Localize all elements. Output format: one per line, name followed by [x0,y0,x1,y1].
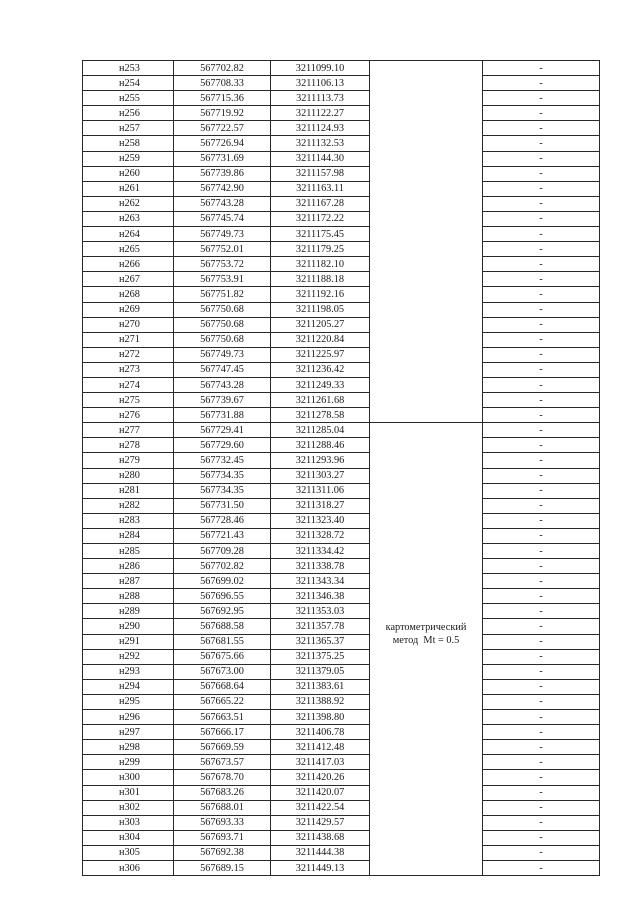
note-cell: - [483,347,600,362]
y-coordinate-cell: 3211388.92 [271,694,370,709]
table-row [83,694,600,709]
x-coordinate-cell: 567688.01 [174,800,271,815]
y-coordinate-cell: 3211406.78 [271,725,370,740]
y-coordinate-cell: 3211192.16 [271,287,370,302]
note-cell: - [483,91,600,106]
y-coordinate-cell: 3211365.37 [271,634,370,649]
table-row [83,830,600,845]
coordinates-table-sheet [82,60,599,876]
y-coordinate-cell: 3211375.25 [271,649,370,664]
table-row [83,166,600,181]
table-row [83,755,600,770]
x-coordinate-cell: 567739.86 [174,166,271,181]
table-row [83,544,600,559]
point-name-cell: н304 [83,830,174,845]
note-cell: - [483,679,600,694]
table-row [83,257,600,272]
note-cell: - [483,106,600,121]
table-row [83,860,600,875]
x-coordinate-cell: 567750.68 [174,317,271,332]
y-coordinate-cell: 3211383.61 [271,679,370,694]
table-row [83,725,600,740]
point-name-cell: н284 [83,528,174,543]
table-row [83,347,600,362]
point-name-cell: н278 [83,438,174,453]
point-name-cell: н275 [83,393,174,408]
point-name-cell: н256 [83,106,174,121]
point-name-cell: н258 [83,136,174,151]
table-row [83,679,600,694]
note-cell: - [483,498,600,513]
y-coordinate-cell: 3211318.27 [271,498,370,513]
x-coordinate-cell: 567722.57 [174,121,271,136]
x-coordinate-cell: 567726.94 [174,136,271,151]
x-coordinate-cell: 567750.68 [174,302,271,317]
note-cell: - [483,166,600,181]
y-coordinate-cell: 3211167.28 [271,196,370,211]
point-name-cell: н302 [83,800,174,815]
x-coordinate-cell: 567692.95 [174,604,271,619]
table-row [83,317,600,332]
x-coordinate-cell: 567699.02 [174,574,271,589]
x-coordinate-cell: 567753.91 [174,272,271,287]
note-cell: - [483,544,600,559]
table-row [83,710,600,725]
y-coordinate-cell: 3211328.72 [271,528,370,543]
x-coordinate-cell: 567734.35 [174,468,271,483]
y-coordinate-cell: 3211099.10 [271,61,370,76]
note-cell: - [483,196,600,211]
x-coordinate-cell: 567742.90 [174,181,271,196]
note-cell: - [483,483,600,498]
table-row [83,227,600,242]
point-name-cell: н269 [83,302,174,317]
table-row [83,287,600,302]
table-row [83,242,600,257]
y-coordinate-cell: 3211205.27 [271,317,370,332]
x-coordinate-cell: 567751.82 [174,287,271,302]
coordinates-table [82,60,600,876]
note-cell: - [483,332,600,347]
point-name-cell: н277 [83,423,174,438]
table-row [83,619,600,634]
x-coordinate-cell: 567752.01 [174,242,271,257]
method-cell-empty [370,61,483,423]
y-coordinate-cell: 3211179.25 [271,242,370,257]
point-name-cell: н270 [83,317,174,332]
note-cell: - [483,830,600,845]
table-row [83,498,600,513]
x-coordinate-cell: 567729.41 [174,423,271,438]
x-coordinate-cell: 567731.50 [174,498,271,513]
y-coordinate-cell: 3211398.80 [271,710,370,725]
note-cell: - [483,408,600,423]
x-coordinate-cell: 567693.71 [174,830,271,845]
y-coordinate-cell: 3211420.26 [271,770,370,785]
table-row [83,845,600,860]
point-name-cell: н300 [83,770,174,785]
point-name-cell: н298 [83,740,174,755]
point-name-cell: н254 [83,76,174,91]
y-coordinate-cell: 3211343.34 [271,574,370,589]
table-row [83,815,600,830]
table-row [83,770,600,785]
x-coordinate-cell: 567696.55 [174,589,271,604]
y-coordinate-cell: 3211311.06 [271,483,370,498]
x-coordinate-cell: 567673.00 [174,664,271,679]
point-name-cell: н255 [83,91,174,106]
x-coordinate-cell: 567708.33 [174,76,271,91]
note-cell: - [483,800,600,815]
note-cell: - [483,453,600,468]
note-cell: - [483,513,600,528]
point-name-cell: н285 [83,544,174,559]
x-coordinate-cell: 567729.60 [174,438,271,453]
note-cell: - [483,725,600,740]
note-cell: - [483,377,600,392]
x-coordinate-cell: 567739.67 [174,393,271,408]
x-coordinate-cell: 567673.57 [174,755,271,770]
y-coordinate-cell: 3211303.27 [271,468,370,483]
note-cell: - [483,559,600,574]
note-cell: - [483,181,600,196]
table-row [83,649,600,664]
note-cell: - [483,845,600,860]
table-row [83,151,600,166]
x-coordinate-cell: 567709.28 [174,544,271,559]
y-coordinate-cell: 3211106.13 [271,76,370,91]
x-coordinate-cell: 567732.45 [174,453,271,468]
x-coordinate-cell: 567745.74 [174,211,271,226]
table-row [83,377,600,392]
x-coordinate-cell: 567728.46 [174,513,271,528]
y-coordinate-cell: 3211357.78 [271,619,370,634]
table-row [83,634,600,649]
x-coordinate-cell: 567715.36 [174,91,271,106]
x-coordinate-cell: 567750.68 [174,332,271,347]
point-name-cell: н261 [83,181,174,196]
x-coordinate-cell: 567747.45 [174,362,271,377]
table-row [83,740,600,755]
table-row [83,106,600,121]
y-coordinate-cell: 3211132.53 [271,136,370,151]
x-coordinate-cell: 567688.58 [174,619,271,634]
method-label-line2: метод Mt = 0.5 [392,635,460,647]
table-row [83,528,600,543]
x-coordinate-cell: 567668.64 [174,679,271,694]
x-coordinate-cell: 567692.38 [174,845,271,860]
point-name-cell: н286 [83,559,174,574]
point-name-cell: н263 [83,211,174,226]
y-coordinate-cell: 3211172.22 [271,211,370,226]
x-coordinate-cell: 567702.82 [174,559,271,574]
point-name-cell: н272 [83,347,174,362]
table-row [83,559,600,574]
point-name-cell: н271 [83,332,174,347]
x-coordinate-cell: 567669.59 [174,740,271,755]
note-cell: - [483,317,600,332]
x-coordinate-cell: 567665.22 [174,694,271,709]
y-coordinate-cell: 3211175.45 [271,227,370,242]
y-coordinate-cell: 3211261.68 [271,393,370,408]
note-cell: - [483,740,600,755]
y-coordinate-cell: 3211236.42 [271,362,370,377]
table-row [83,408,600,423]
point-name-cell: н253 [83,61,174,76]
y-coordinate-cell: 3211124.93 [271,121,370,136]
table-row [83,453,600,468]
point-name-cell: н265 [83,242,174,257]
table-row [83,332,600,347]
y-coordinate-cell: 3211422.54 [271,800,370,815]
y-coordinate-cell: 3211285.04 [271,423,370,438]
table-row [83,136,600,151]
x-coordinate-cell: 567702.82 [174,61,271,76]
point-name-cell: н268 [83,287,174,302]
note-cell: - [483,242,600,257]
coordinates-table-body [83,61,600,876]
note-cell: - [483,634,600,649]
point-name-cell: н305 [83,845,174,860]
x-coordinate-cell: 567719.92 [174,106,271,121]
note-cell: - [483,211,600,226]
note-cell: - [483,227,600,242]
note-cell: - [483,589,600,604]
y-coordinate-cell: 3211198.05 [271,302,370,317]
table-row [83,76,600,91]
x-coordinate-cell: 567678.70 [174,770,271,785]
table-row [83,604,600,619]
point-name-cell: н292 [83,649,174,664]
y-coordinate-cell: 3211163.11 [271,181,370,196]
table-row [83,91,600,106]
table-row [83,272,600,287]
x-coordinate-cell: 567743.28 [174,196,271,211]
note-cell: - [483,302,600,317]
table-row [83,589,600,604]
point-name-cell: н273 [83,362,174,377]
table-row [83,468,600,483]
y-coordinate-cell: 3211188.18 [271,272,370,287]
point-name-cell: н297 [83,725,174,740]
table-row [83,362,600,377]
note-cell: - [483,860,600,875]
note-cell: - [483,272,600,287]
table-row [83,196,600,211]
point-name-cell: н266 [83,257,174,272]
note-cell: - [483,121,600,136]
note-cell: - [483,468,600,483]
point-name-cell: н274 [83,377,174,392]
note-cell: - [483,423,600,438]
y-coordinate-cell: 3211182.10 [271,257,370,272]
x-coordinate-cell: 567666.17 [174,725,271,740]
table-row [83,121,600,136]
x-coordinate-cell: 567663.51 [174,710,271,725]
note-cell: - [483,815,600,830]
y-coordinate-cell: 3211122.27 [271,106,370,121]
note-cell: - [483,574,600,589]
point-name-cell: н276 [83,408,174,423]
y-coordinate-cell: 3211429.57 [271,815,370,830]
x-coordinate-cell: 567675.66 [174,649,271,664]
x-coordinate-cell: 567734.35 [174,483,271,498]
point-name-cell: н259 [83,151,174,166]
y-coordinate-cell: 3211379.05 [271,664,370,679]
point-name-cell: н291 [83,634,174,649]
note-cell: - [483,438,600,453]
point-name-cell: н299 [83,755,174,770]
note-cell: - [483,393,600,408]
table-row [83,483,600,498]
note-cell: - [483,770,600,785]
note-cell: - [483,528,600,543]
x-coordinate-cell: 567681.55 [174,634,271,649]
method-cell [370,423,483,876]
y-coordinate-cell: 3211323.40 [271,513,370,528]
note-cell: - [483,61,600,76]
point-name-cell: н306 [83,860,174,875]
x-coordinate-cell: 567731.88 [174,408,271,423]
table-row [83,61,600,76]
x-coordinate-cell: 567749.73 [174,227,271,242]
note-cell: - [483,604,600,619]
table-row [83,423,600,438]
method-label-line1: картометрический [385,622,467,634]
y-coordinate-cell: 3211444.38 [271,845,370,860]
point-name-cell: н287 [83,574,174,589]
point-name-cell: н296 [83,710,174,725]
y-coordinate-cell: 3211113.73 [271,91,370,106]
x-coordinate-cell: 567731.69 [174,151,271,166]
y-coordinate-cell: 3211157.98 [271,166,370,181]
point-name-cell: н301 [83,785,174,800]
table-row [83,800,600,815]
y-coordinate-cell: 3211334.42 [271,544,370,559]
table-row [83,513,600,528]
table-row [83,211,600,226]
point-name-cell: н257 [83,121,174,136]
y-coordinate-cell: 3211278.58 [271,408,370,423]
table-row [83,785,600,800]
x-coordinate-cell: 567683.26 [174,785,271,800]
x-coordinate-cell: 567721.43 [174,528,271,543]
note-cell: - [483,151,600,166]
y-coordinate-cell: 3211225.97 [271,347,370,362]
table-row [83,574,600,589]
point-name-cell: н295 [83,694,174,709]
y-coordinate-cell: 3211420.07 [271,785,370,800]
table-row [83,302,600,317]
point-name-cell: н303 [83,815,174,830]
point-name-cell: н293 [83,664,174,679]
y-coordinate-cell: 3211249.33 [271,377,370,392]
y-coordinate-cell: 3211338.78 [271,559,370,574]
note-cell: - [483,710,600,725]
y-coordinate-cell: 3211144.30 [271,151,370,166]
note-cell: - [483,362,600,377]
note-cell: - [483,287,600,302]
y-coordinate-cell: 3211412.48 [271,740,370,755]
note-cell: - [483,76,600,91]
point-name-cell: н288 [83,589,174,604]
point-name-cell: н279 [83,453,174,468]
table-row [83,393,600,408]
point-name-cell: н264 [83,227,174,242]
x-coordinate-cell: 567753.72 [174,257,271,272]
x-coordinate-cell: 567749.73 [174,347,271,362]
point-name-cell: н294 [83,679,174,694]
point-name-cell: н260 [83,166,174,181]
point-name-cell: н267 [83,272,174,287]
note-cell: - [483,136,600,151]
point-name-cell: н283 [83,513,174,528]
point-name-cell: н290 [83,619,174,634]
note-cell: - [483,664,600,679]
note-cell: - [483,649,600,664]
note-cell: - [483,785,600,800]
x-coordinate-cell: 567689.15 [174,860,271,875]
note-cell: - [483,619,600,634]
y-coordinate-cell: 3211417.03 [271,755,370,770]
note-cell: - [483,257,600,272]
point-name-cell: н281 [83,483,174,498]
table-row [83,181,600,196]
y-coordinate-cell: 3211220.84 [271,332,370,347]
point-name-cell: н262 [83,196,174,211]
x-coordinate-cell: 567693.33 [174,815,271,830]
point-name-cell: н280 [83,468,174,483]
y-coordinate-cell: 3211293.96 [271,453,370,468]
x-coordinate-cell: 567743.28 [174,377,271,392]
point-name-cell: н289 [83,604,174,619]
note-cell: - [483,755,600,770]
y-coordinate-cell: 3211438.68 [271,830,370,845]
y-coordinate-cell: 3211346.38 [271,589,370,604]
y-coordinate-cell: 3211353.03 [271,604,370,619]
table-row [83,664,600,679]
point-name-cell: н282 [83,498,174,513]
y-coordinate-cell: 3211449.13 [271,860,370,875]
note-cell: - [483,694,600,709]
table-row [83,438,600,453]
y-coordinate-cell: 3211288.46 [271,438,370,453]
